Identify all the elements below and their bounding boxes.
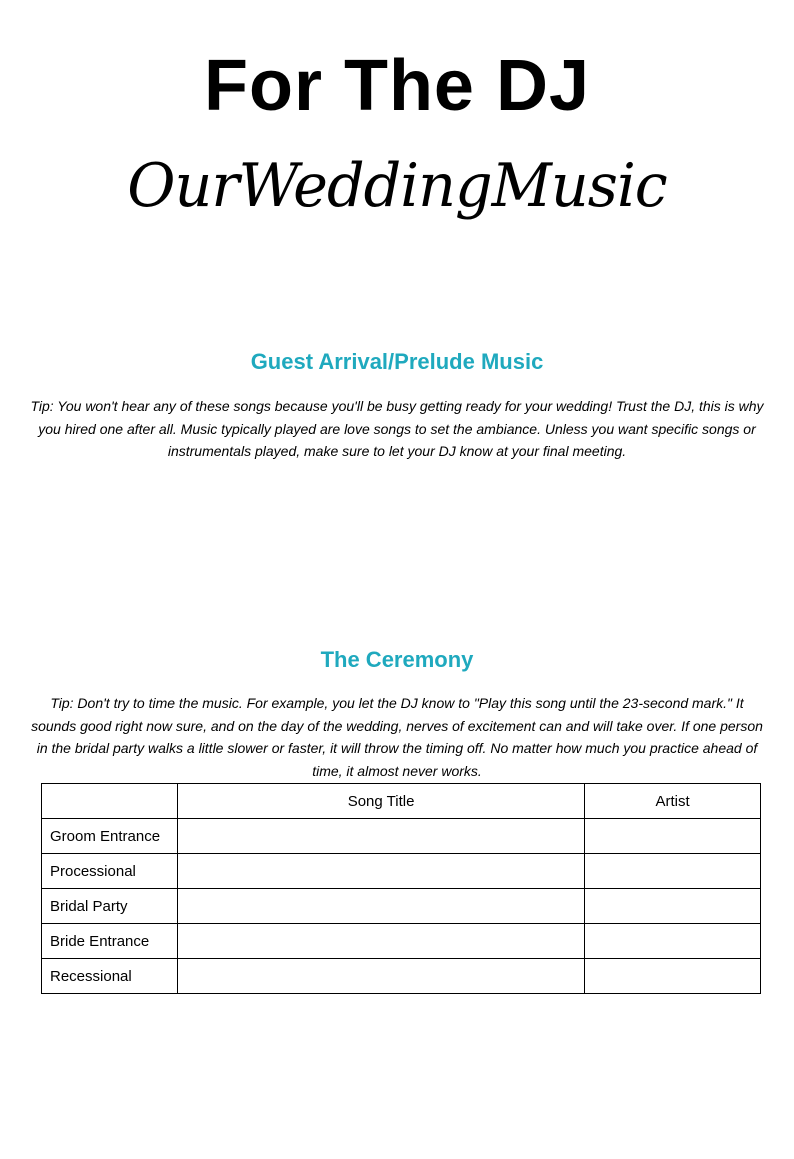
table-header-row — [42, 784, 761, 819]
page-title: For The DJ — [203, 46, 591, 126]
row-label: Groom Entrance — [42, 819, 178, 854]
artist-cell[interactable] — [585, 854, 761, 889]
song-title-cell[interactable] — [177, 959, 584, 994]
song-title-cell[interactable] — [177, 854, 584, 889]
row-label: Bride Entrance — [42, 924, 178, 959]
artist-cell[interactable] — [585, 889, 761, 924]
table-row — [42, 819, 761, 854]
page-subtitle: OurWeddingMusic — [127, 151, 667, 221]
header-cell-label — [42, 784, 178, 819]
song-title-cell[interactable] — [177, 819, 584, 854]
artist-cell[interactable] — [585, 819, 761, 854]
section-heading-prelude: Guest Arrival/Prelude Music — [250, 349, 544, 374]
table-row — [42, 889, 761, 924]
song-title-cell[interactable] — [177, 924, 584, 959]
row-label: Processional — [42, 854, 178, 889]
song-title-cell[interactable] — [177, 889, 584, 924]
ceremony-song-table — [41, 783, 761, 994]
section-heading-ceremony: The Ceremony — [320, 647, 474, 672]
table-row — [42, 854, 761, 889]
tip-ceremony: Tip: Don't try to time the music. For example, you let the DJ know to "Play this song until the 23-second mark." It sounds good right now sure, and on the day of the wedding, nerves of excitement can and will take over. If one person in the bridal party walks a little slower or faster, it will throw the timing off. No matter how much you practice ahead of time, it almost never works. — [31, 695, 763, 779]
header-cell-artist: Artist — [585, 784, 761, 819]
table-row — [42, 959, 761, 994]
tip-prelude: Tip: You won't hear any of these songs because you'll be busy getting ready for your wedding! Trust the DJ, this is why you hired one after all. Music typically played are love songs to set the ambiance. Unless you want specific songs or instrumentals played, make sure to let your DJ know at your final meeting. — [30, 398, 764, 459]
row-label: Recessional — [42, 959, 178, 994]
artist-cell[interactable] — [585, 959, 761, 994]
table-row — [42, 924, 761, 959]
header-cell-song-title: Song Title — [177, 784, 584, 819]
row-label: Bridal Party — [42, 889, 178, 924]
artist-cell[interactable] — [585, 924, 761, 959]
